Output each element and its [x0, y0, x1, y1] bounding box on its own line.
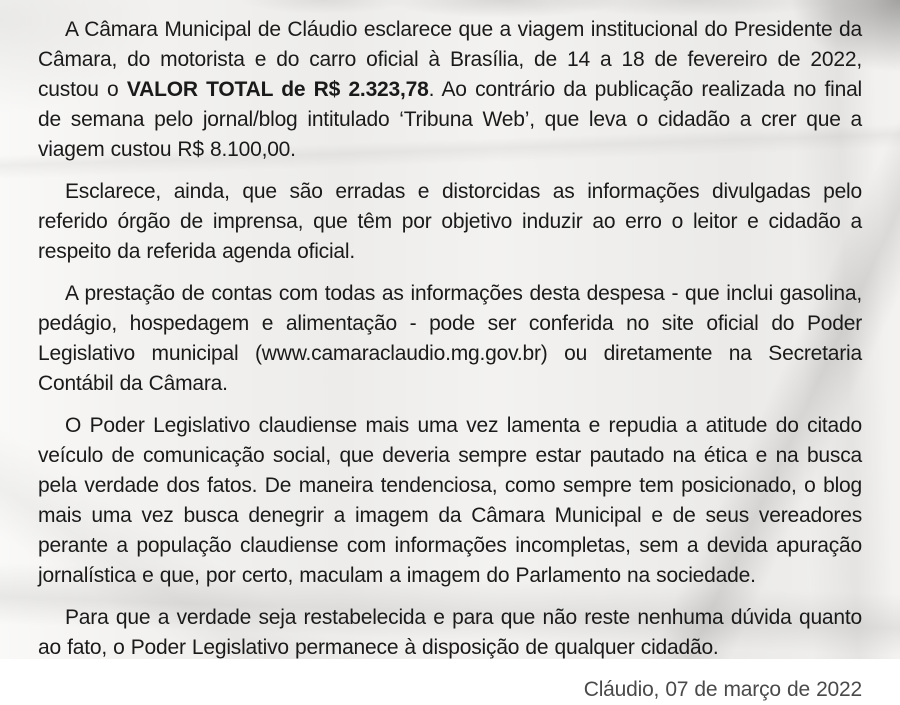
- dateline: Cláudio, 07 de março de 2022: [583, 678, 862, 701]
- paragraph-travel-cost-intro: A Câmara Municipal de Cláudio esclarece que a viagem institucional do Presidente da Câmara, do motorista e do carro oficial à Brasília, de 14 a 18 de fevereiro de 2022, custou o: [38, 18, 862, 101]
- paragraph-closing: [38, 603, 862, 663]
- paragraph-accountability-rest: ) ou diretamente na Secretaria Contábil da Câmara.: [38, 342, 862, 395]
- paragraph-accountability-intro: A prestação de contas com todas as informações desta despesa - que inclui gasolina, pedágio, hospedagem e alimentação - pode ser conferida no site oficial do Poder Legislativo municipal (: [38, 282, 862, 365]
- paragraph-travel-cost: [38, 15, 862, 165]
- paragraph-repudiation-text: O Poder Legislativo claudiense mais uma vez lamenta e repudia a atitude do citado veículo de comunicação social, que deveria sempre estar pautado na ética e na busca pela verdade dos fatos. De maneira tendenciosa, como sempre tem posicionado, o blog mais uma vez busca denegrir a imagem da Câmara Municipal e de seus vereadores perante a população claudiense com informações incompletas, sem a devida apuração jornalística e que, por certo, maculam a imagem do Parlamento na sociedade.: [38, 414, 862, 587]
- paragraph-travel-cost-rest: . Ao contrário da publicação realizada no final de semana pelo jornal/blog intitulado ‘Tribuna Web’, que leva o cidadão a crer que a viagem custou R$ 8.100,00.: [38, 78, 863, 161]
- total-value-highlight: VALOR TOTAL de R$ 2.323,78: [126, 78, 429, 101]
- website-url: www.camaraclaudio.mg.gov.br: [261, 342, 541, 365]
- paragraph-accountability: [38, 279, 862, 399]
- paragraph-wrong-information: [38, 177, 862, 267]
- paragraph-closing-text: Para que a verdade seja restabelecida e para que não reste nenhuma dúvida quanto ao fato, o Poder Legislativo permanece à disposição de qualquer cidadão.: [38, 606, 862, 659]
- paragraph-wrong-information-text: Esclarece, ainda, que são erradas e distorcidas as informações divulgadas pelo referido órgão de imprensa, que têm por objetivo induzir ao erro o leitor e cidadão a respeito da referida agenda oficial.: [38, 180, 862, 263]
- paragraph-repudiation: [38, 411, 862, 591]
